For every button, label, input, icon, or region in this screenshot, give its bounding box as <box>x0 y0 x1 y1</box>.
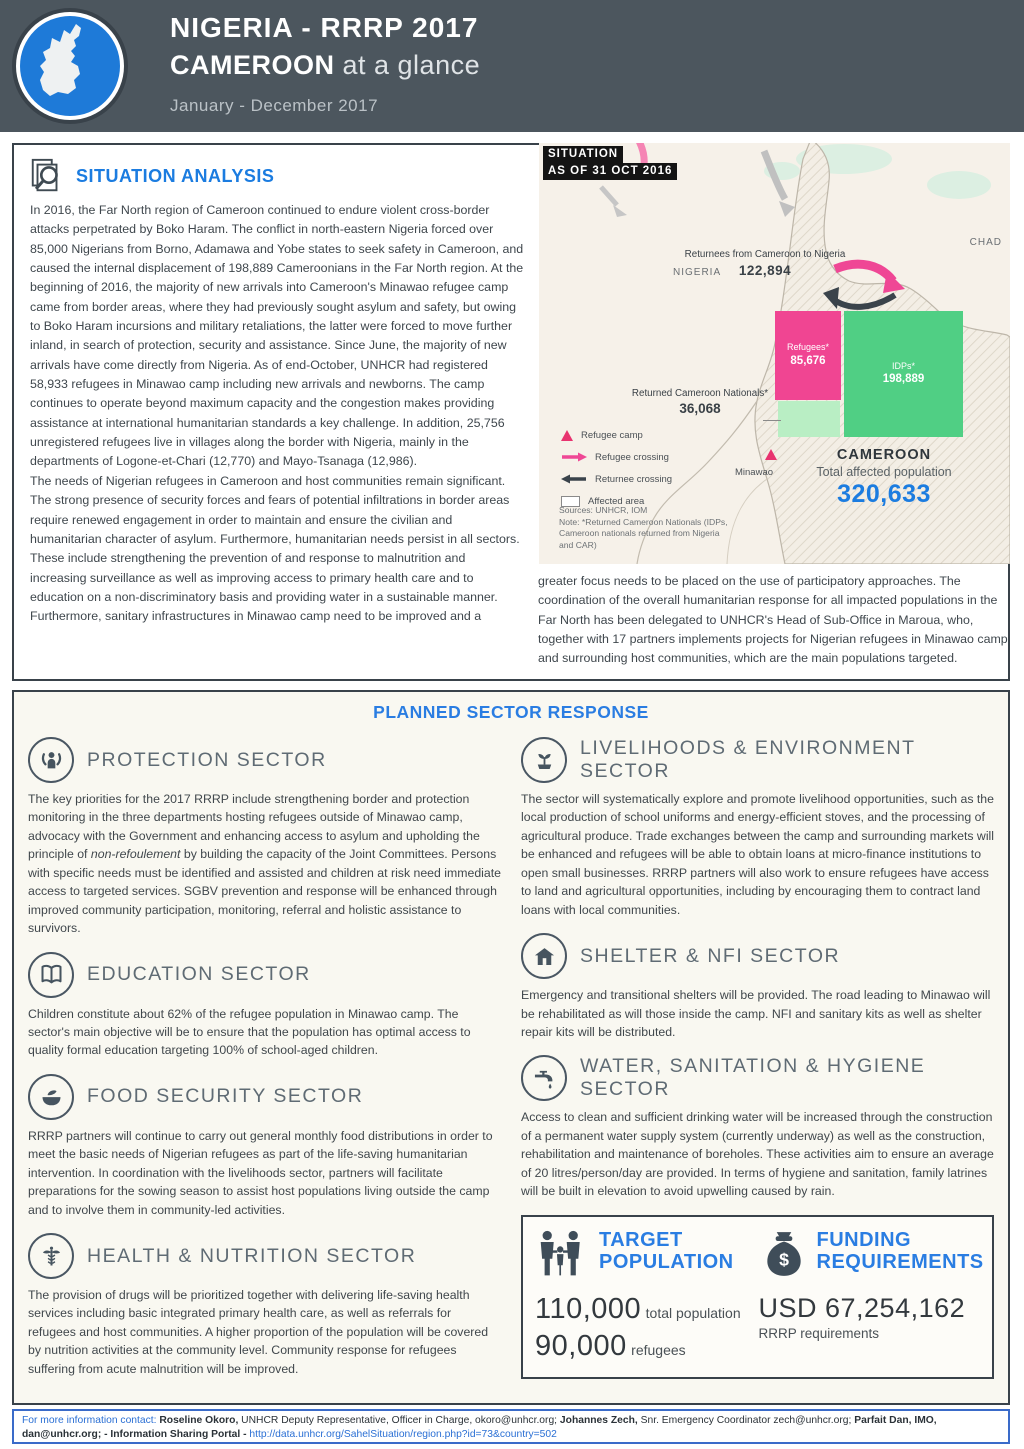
badge-line1: SITUATION <box>543 146 623 163</box>
refugees-box <box>775 311 841 400</box>
money-bag-icon <box>759 1229 809 1279</box>
livelihoods-icon <box>521 737 567 783</box>
portal-label: dan@unhcr.org; - Information Sharing Portal - <box>22 1428 250 1440</box>
situation-analysis-text <box>30 201 524 627</box>
doc-title: NIGERIA - RRRP 2017 <box>170 12 479 43</box>
returned-nationals-value: 36,068 <box>679 401 721 417</box>
refugees-value: 85,676 <box>790 354 826 367</box>
footer-contact-bar <box>12 1409 1010 1444</box>
contact-name-1: Roseline Okoro, <box>156 1415 239 1426</box>
protection-text-pre: The key priorities for the 2017 RRRP include strengthening border and protection monitoring in the three departments hosting refugees outside of Minawao camp, advocacy with the Government and enhancing access to asylum and upholding the principle of <box>28 792 480 862</box>
wash-title: WATER, SANITATION & HYGIENE SECTOR <box>580 1055 926 1101</box>
health-nutrition-title: HEALTH & NUTRITION SECTOR <box>87 1244 417 1267</box>
returned-nationals-box <box>778 401 840 437</box>
legend-refugee-crossing <box>561 449 672 465</box>
total-affected-value: 320,633 <box>837 480 931 508</box>
minawao-label: Minawao <box>735 467 774 478</box>
svg-text:$: $ <box>778 1249 789 1270</box>
target-population-block <box>535 1229 759 1363</box>
returned-nationals-annotation <box>627 388 773 418</box>
nigeria-label: NIGERIA <box>673 267 722 278</box>
map-notes <box>559 505 729 551</box>
wash-text: Access to clean and sufficient drinking water will be increased through the construction of a permanent water supply system (currently underway) as well as the construction, rehabilitation and maintenance of boreholes. These activities aim to ensure an average of 20 litres/person/day are provided. In terms of hygiene and sanitation, family latrines will be built in elevation to avoid upwelling caused by rain. <box>521 1110 994 1199</box>
chad-label: CHAD <box>969 237 1002 248</box>
map-note: Note: *Returned Cameroon Nationals (IDPs, Cameroon nationals returned from Nigeria and CAR) <box>559 516 728 550</box>
food-security-icon <box>28 1074 74 1120</box>
total-affected-block <box>781 447 987 509</box>
planned-sector-response-section <box>12 690 1010 1405</box>
total-affected-label: Total affected population <box>816 465 952 479</box>
food-security-text: RRRP partners will continue to carry out general monthly food distributions in order to meet the basic needs of Nigerian refugees as part of the life-saving humanitarian intervention. In coordination with the livelihoods sector, partners will facilitate preparations for the sowing season to assist host populations living outside the camp and to involve them in community-led activities. <box>28 1128 493 1217</box>
target-population-title: TARGET POPULATION <box>599 1228 734 1273</box>
date-range: January - December 2017 <box>170 96 379 115</box>
map-date-badge <box>543 146 677 180</box>
dark-arrow-icon <box>561 474 587 484</box>
shelter-nfi-icon <box>521 933 567 979</box>
refugees-row <box>535 1330 759 1363</box>
situation-paragraph-1: In 2016, the Far North region of Cameroon continued to endure violent cross-border attacks perpetrated by Boko Haram. The conflict in north-eastern Nigeria forced over 85,000 Nigerians from Borno, Adamawa and Yobe states to seek safety in Cameroon, and caused the internal displacement of 198,889 Cameroonians in the Far North region. At the beginning of 2016, the majority of new arrivals into Cameroon's Minawao refugee camp came from border areas, where they had previously sought asylum and safety, but owing to Boko Haram incursions and military retaliations, the latter were forced to move further inland, in search of protection, security and assistance. Since June, the majority of new arrivals have come directly from Nigeria. As of end-October, UNHCR had registered 58,933 refugees in Minawao camp including new arrivals and newborns. The camp continues to operate beyond maximum capacity and the congestion makes providing assistance at international humanitarian standards a key challenge. In addition, 25,756 unregistered refugees live in villages along the border with Nigeria, mainly in the departments of Logone-et-Chari (12,770) and Mayo-Tsanaga (12,986). <box>30 203 524 469</box>
contact-name-3: Parfait Dan, IMO, <box>854 1415 937 1426</box>
subtitle-rest: at a glance <box>334 50 481 80</box>
legend-label: Refugee camp <box>581 429 643 441</box>
protection-sector <box>28 737 501 938</box>
legend-refugee-camp <box>561 427 672 443</box>
contact-role-2: Snr. Emergency Coordinator zech@unhcr.org; <box>637 1415 855 1426</box>
country-name: CAMEROON <box>170 50 335 80</box>
idps-label: IDPs* <box>891 360 915 371</box>
sector-column-left <box>28 727 501 1379</box>
minawao-camp-marker-icon <box>765 449 777 460</box>
page-header <box>0 0 1024 132</box>
situation-paragraph-3: greater focus needs to be placed on the use of participatory approaches. The coordination of the overall humanitarian response for all impacted populations in the Far North has been delegated to UNHCR's Head of Sub-Office in Maroua, who, together with 17 partners implements projects for Nigerian refugees in Minawao camp and surrounding host communities, which are the main populations targeted. <box>538 574 1008 666</box>
food-security-title: FOOD SECURITY SECTOR <box>87 1085 364 1108</box>
funding-value: USD 67,254,162 <box>758 1292 966 1323</box>
badge-line2: AS OF 31 OCT 2016 <box>543 163 677 180</box>
protection-text <box>28 790 501 938</box>
total-population-label: total population <box>645 1304 741 1321</box>
health-nutrition-icon <box>28 1233 74 1279</box>
protection-title: PROTECTION SECTOR <box>87 748 327 771</box>
portal-url-link[interactable]: http://data.unhcr.org/SahelSituation/region.php?id=73&country=502 <box>249 1428 557 1440</box>
returnees-value: 122,894 <box>738 263 792 279</box>
health-nutrition-sector <box>28 1233 501 1378</box>
shelter-nfi-text: Emergency and transitional shelters will be provided. The road leading to Minawao will be rehabilitated as will those inside the camp. NFI and sanitary kits as well as shelter repair kits will be distributed. <box>521 988 991 1039</box>
situation-analysis-title: SITUATION ANALYSIS <box>76 165 275 186</box>
contact-label: For more information contact: <box>22 1415 157 1426</box>
food-security-sector <box>28 1074 501 1219</box>
livelihoods-sector <box>521 737 994 919</box>
refugees-count-label: refugees <box>631 1341 686 1358</box>
funding-requirements-block <box>759 1229 983 1363</box>
planned-sector-response-title: PLANNED SECTOR RESPONSE <box>373 702 649 722</box>
refugees-count-value: 90,000 <box>535 1329 627 1362</box>
contact-name-2: Johannes Zech, <box>559 1415 638 1426</box>
situation-analysis-section <box>12 143 1010 681</box>
family-icon <box>535 1229 591 1281</box>
idps-box <box>844 311 963 437</box>
returnees-annotation <box>677 249 853 280</box>
protection-text-post: by building the capacity of the Joint Committees. Persons with specific needs must be identified and assisted and children at risk need immediate access to targeted services. SGBV prevention and response will be enhanced through improved community participation, monitoring, referral and holistic assistance to survivors. <box>28 847 502 936</box>
sector-column-right <box>521 727 994 1379</box>
camp-marker-icon <box>561 430 573 441</box>
health-nutrition-text: The provision of drugs will be prioritized together with delivering life-saving health services including basic integrated primary health care, as well as referrals for refugees and host communities. A higher proportion of the population will be covered by nutrition activities at the community level. Community response for refugees suffering from acute malnutrition will be improved. <box>28 1288 489 1376</box>
magnifier-document-icon <box>28 157 66 195</box>
map-legend <box>561 427 672 515</box>
funding-label: RRRP requirements <box>758 1325 880 1341</box>
total-population-value: 110,000 <box>535 1292 642 1325</box>
doc-subtitle <box>170 50 480 81</box>
education-icon <box>28 952 74 998</box>
total-population-row <box>535 1293 759 1326</box>
education-sector <box>28 952 501 1060</box>
cameroon-logo-icon <box>10 6 130 126</box>
protection-icon <box>28 737 74 783</box>
legend-label: Affected area <box>588 495 645 507</box>
situation-analysis-header <box>28 157 274 195</box>
refugees-label: Refugees* <box>786 342 830 353</box>
wash-sector <box>521 1055 994 1200</box>
livelihoods-title: LIVELIHOODS & ENVIRONMENT SECTOR <box>580 737 916 782</box>
protection-text-italic: non-refoulement <box>90 847 181 862</box>
idps-value: 198,889 <box>882 373 925 386</box>
education-title: EDUCATION SECTOR <box>87 963 311 985</box>
map-sources: Sources: UNHCR, IOM <box>559 505 648 515</box>
connector-line <box>763 420 781 421</box>
cameroon-label: CAMEROON <box>836 447 932 463</box>
contact-role-1: UNHCR Deputy Representative, Officer in Charge, okoro@unhcr.org; <box>238 1415 560 1426</box>
shelter-nfi-title: SHELTER & NFI SECTOR <box>580 944 841 967</box>
shelter-nfi-sector <box>521 933 994 1041</box>
livelihoods-text: The sector will systematically explore and promote livelihood opportunities, such as the local production of school uniforms and energy-efficient stoves, and the processing of agricultural produce. Trade exchanges between the camp and surrounding markets will be enhanced and refugees will be able to obtain loans at micro-finance institutions to open small businesses. RRRP partners will also work to ensure refugees have access to land and agricultural opportunities, including by encouraging them to contract land loans with local communities. <box>521 792 995 917</box>
pink-arrow-icon <box>561 452 587 462</box>
target-funding-box <box>521 1215 994 1379</box>
legend-returnee-crossing <box>561 471 672 487</box>
situation-paragraph-2: The needs of Nigerian refugees in Cameroon and host communities remain significant. The strong presence of security forces and fears of potential infiltrations in border areas require renewed engagement in order to maintain and ensure the civilian and humanitarian character of asylum. Furthermore, humanitarian needs persist in all sectors. These include strengthening the prevention of and response to malnutrition and increasing surveillance as well as improving access to primary health care and to education on a non-discriminatory basis and providing water in a sustainable manner. Furthermore, sanitary infrastructures in Minawao camp need to be improved and a <box>30 473 520 624</box>
funding-requirements-title: FUNDING REQUIREMENTS <box>816 1228 984 1273</box>
returned-nationals-label: Returned Cameroon Nationals* <box>631 388 769 399</box>
education-text: Children constitute about 62% of the refugee population in Minawao camp. The sector's main objective will be to ensure that the population has optimal access to quality formal education targeting 100% of school-aged children. <box>28 1006 471 1058</box>
legend-label: Returnee crossing <box>595 473 673 485</box>
returnees-label: Returnees from Cameroon to Nigeria <box>684 249 846 260</box>
wash-icon <box>521 1055 567 1101</box>
situation-map <box>539 143 1010 564</box>
legend-label: Refugee crossing <box>595 451 669 463</box>
